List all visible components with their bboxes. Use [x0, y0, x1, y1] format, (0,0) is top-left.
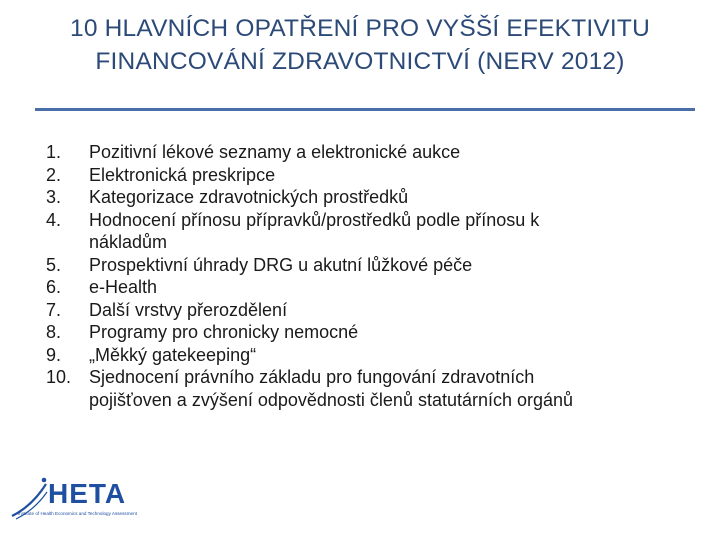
item-text: [89, 186, 686, 209]
item-number: 1.: [46, 142, 62, 162]
item-number: 7.: [46, 299, 62, 320]
item-text: [89, 321, 686, 344]
item-text-line: Sjednocení právního základu pro fungování zdravotních: [89, 367, 535, 387]
item-number: 4.: [46, 209, 62, 230]
logo-tagline: Institute of Health Economics and Technology Assessment: [18, 511, 137, 516]
item-text-line: Hodnocení přínosu přípravků/prostředků podle přínosu k: [89, 209, 540, 230]
item-text-line: pojišťoven a zvýšení odpovědnosti členů statutárních orgánů: [89, 389, 574, 410]
item-text-line: Další vrstvy přerozdělení: [89, 299, 288, 320]
item-text-line: Kategorizace zdravotnických prostředků: [89, 187, 409, 207]
list-item: [46, 164, 686, 187]
item-number: 9.: [46, 344, 62, 365]
slide-title-line-2: FINANCOVÁNÍ ZDRAVOTNICTVÍ (NERV 2012): [95, 48, 625, 75]
list-item: [46, 186, 686, 209]
logo-wordmark: HETA: [48, 478, 127, 509]
measures-list: [46, 141, 686, 411]
item-text: [89, 299, 686, 322]
heta-logo: [10, 470, 160, 526]
item-number: 2.: [46, 164, 62, 185]
item-number: 6.: [46, 277, 62, 297]
list-item: [46, 209, 686, 254]
item-text: [89, 254, 686, 277]
item-text: [89, 366, 686, 411]
title-divider: [35, 108, 695, 111]
item-text: [89, 141, 686, 164]
list-item: [46, 254, 686, 277]
slide-title-line-1: 10 HLAVNÍCH OPATŘENÍ PRO VYŠŠÍ EFEKTIVITU: [70, 15, 650, 42]
list-item: [46, 276, 686, 299]
item-text-line: Pozitivní lékové seznamy a elektronické aukce: [89, 142, 461, 162]
list-item: [46, 366, 686, 411]
item-number: 3.: [46, 187, 62, 207]
list-item: [46, 141, 686, 164]
item-number: 10.: [46, 367, 72, 387]
list-item: [46, 321, 686, 344]
item-text: [89, 209, 686, 254]
item-text-line: Elektronická preskripce: [89, 164, 276, 185]
item-text-line: e-Health: [89, 277, 158, 297]
item-text-line: nákladům: [89, 232, 168, 252]
item-text-line: „Měkký gatekeeping“: [89, 344, 257, 365]
item-number: 5.: [46, 254, 62, 275]
slide-title: [20, 12, 700, 78]
item-text-line: Programy pro chronicky nemocné: [89, 322, 359, 342]
item-text: [89, 164, 686, 187]
list-item: [46, 299, 686, 322]
item-text-line: Prospektivní úhrady DRG u akutní lůžkové péče: [89, 254, 473, 275]
item-text: [89, 276, 686, 299]
list-item: [46, 344, 686, 367]
item-number: 8.: [46, 322, 62, 342]
item-text: [89, 344, 686, 367]
